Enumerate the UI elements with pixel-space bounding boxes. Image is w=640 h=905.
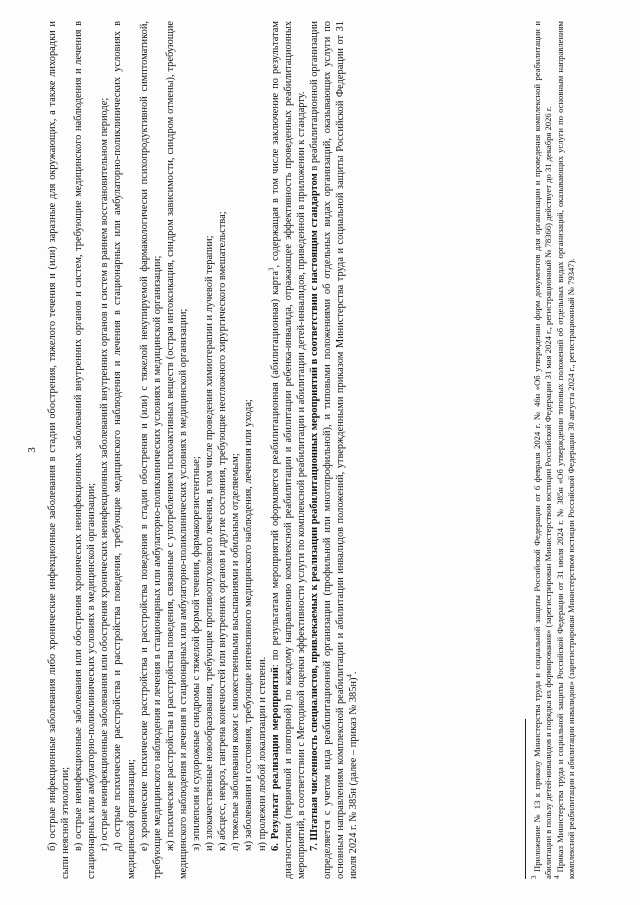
section-6-text-continued: , содержащая в том числе заключение по результатам диагностики (первичной и повторной) по каждому направлению комплексной реабилитации и абилитации ребенка-инвалида, отражающее эффективность проведенных реабилитационных мероприятий, в соответствии с Методикой оценки эффективности услуги по комплексной реабилитации и абилитации детей-инвалидов, приведенной в приложении к стандарту. <box>269 21 307 879</box>
section-6-text: : по результатам мероприятий оформляется реабилитационная (абилитационная) карта <box>269 271 281 668</box>
section-7-paragraph <box>308 21 360 879</box>
list-item-g: г) острые неинфекционные заболевания или обострения хронических неинфекционных заболеваний внутренних органов и систем в раннем восстановительном периоде; <box>99 97 111 851</box>
list-item-n: н) пролежни любой локализации и степени. <box>256 656 268 851</box>
footnote-mark: 3 <box>530 875 539 879</box>
footnote-3 <box>532 21 553 879</box>
footnote-ref-4: 4 <box>345 674 354 678</box>
footnote-text: Приказ Министерства труда и социальной защиты Российской Федерации от 31 июля 2024 г. № 385н «Об утверждении типовых положений об отдельных видах организаций, оказывающих услуги по основным направлениям комплексной реабилитации и абилитации инвалидов» (зарегистрирован Министерством юстиции Российской Федерации 30 августа 2024 г., регистрационный № 79347). <box>555 21 576 879</box>
section-7-text-end: . <box>348 671 360 675</box>
footnotes <box>532 21 578 879</box>
body-text <box>46 21 360 879</box>
list-item-v: в) острые неинфекционные заболевания или обострения хронических неинфекционных заболеваний внутренних органов и систем, требующие медицинского наблюдения и лечения в стационарных или амбулаторно-поликлинических условиях в медицинской организации; <box>73 21 98 879</box>
section-7-text: в реабилитационной организации определяется с учетом вида реабилитационной организации (профильной или многопрофильной), и типовыми положениями об отдельных видах организаций, оказывающих услуги по основным направлениям комплексной реабилитации и абилитации инвалидов положений, утвержденными приказом Министерства труда и социальной защиты Российской Федерации от 31 июля 2024 г. № 385н (далее – приказ № 385н) <box>308 21 360 879</box>
list-item-b: б) острые инфекционные заболевания либо хронические инфекционные заболевания в стадии обострения, тяжелого течения и (или) заразные для окружающих, а также лихорадки и сыпи неясной этиологии; <box>47 21 72 879</box>
footnote-mark: 4 <box>553 875 562 879</box>
footnote-text: Приложение № 13 к приказу Министерства труда и социальной защиты Российской Федерации от 6 февраля 2024 г. № 46н «Об утверждении форм документов для организации и проведения комплексной реабилитации и абилитации в пользу детей-инвалидов и порядка их формирования» (зарегистрирован Министерством юстиции Российской Федерации 31 мая 2024 г., регистрационный № 78366) действует до 31 декабря 2026 г. <box>532 20 553 879</box>
list-item-m: м) заболевания и состояния, требующие интенсивного медицинского наблюдения, лечения или ухода; <box>243 399 255 851</box>
section-6-heading: 6. Результат реализации мероприятий <box>269 667 281 851</box>
list-item-k: к) абсцесс, некроз, гангрена конечностей или внутренних органов и другие состояния, требующие неотложного хирургического вмешательства; <box>217 211 229 851</box>
section-6-paragraph <box>269 21 308 879</box>
list-item-e: е) хронические психические расстройства и расстройства поведения в стадии обострения и (или) с тяжелой некупируемой фармакологически психопродуктивной симптоматикой, требующие медицинского наблюдения и лечения в стационарных или амбулаторно-поликлинических условиях в медицинской организации; <box>138 21 163 879</box>
rotated-content <box>20 15 620 885</box>
list-item-zh: ж) психические расстройства и расстройства поведения, связанные с употреблением психоактивных веществ (острая интоксикация, синдром зависимости, синдром отмены), требующие медицинского наблюдения и лечения в стационарных или амбулаторно-поликлинических условиях в медицинской организации; <box>164 21 189 879</box>
list-item-d: д) острые психические расстройства и расстройства поведения, требующие медицинского наблюдения и лечения в стационарных или амбулаторно-поликлинических условиях в медицинской организации; <box>112 21 137 879</box>
list-item-l: л) тяжелые заболевания кожи с множественными высыпаниями и обильным отделяемым; <box>230 453 242 851</box>
list-item-z: з) эпилепсия и судорожные синдромы с тяжелой формой течения, фармакорезистентные; <box>191 456 203 851</box>
section-7-heading: 7. Штатная численность специалистов, привлекаемых к реализации реабилитационных мероприятий в соответствии с настоящим стандартом <box>308 173 320 851</box>
footnote-divider <box>525 719 526 879</box>
footnote-ref-3: 3 <box>267 267 276 272</box>
list-item-i: и) злокачественные новообразования, требующие противоопухолевого лечения, в том числе проведения химиотерапии и лучевой терапии; <box>204 235 216 851</box>
footnote-4 <box>555 21 576 879</box>
page-number: 3 <box>26 447 38 453</box>
